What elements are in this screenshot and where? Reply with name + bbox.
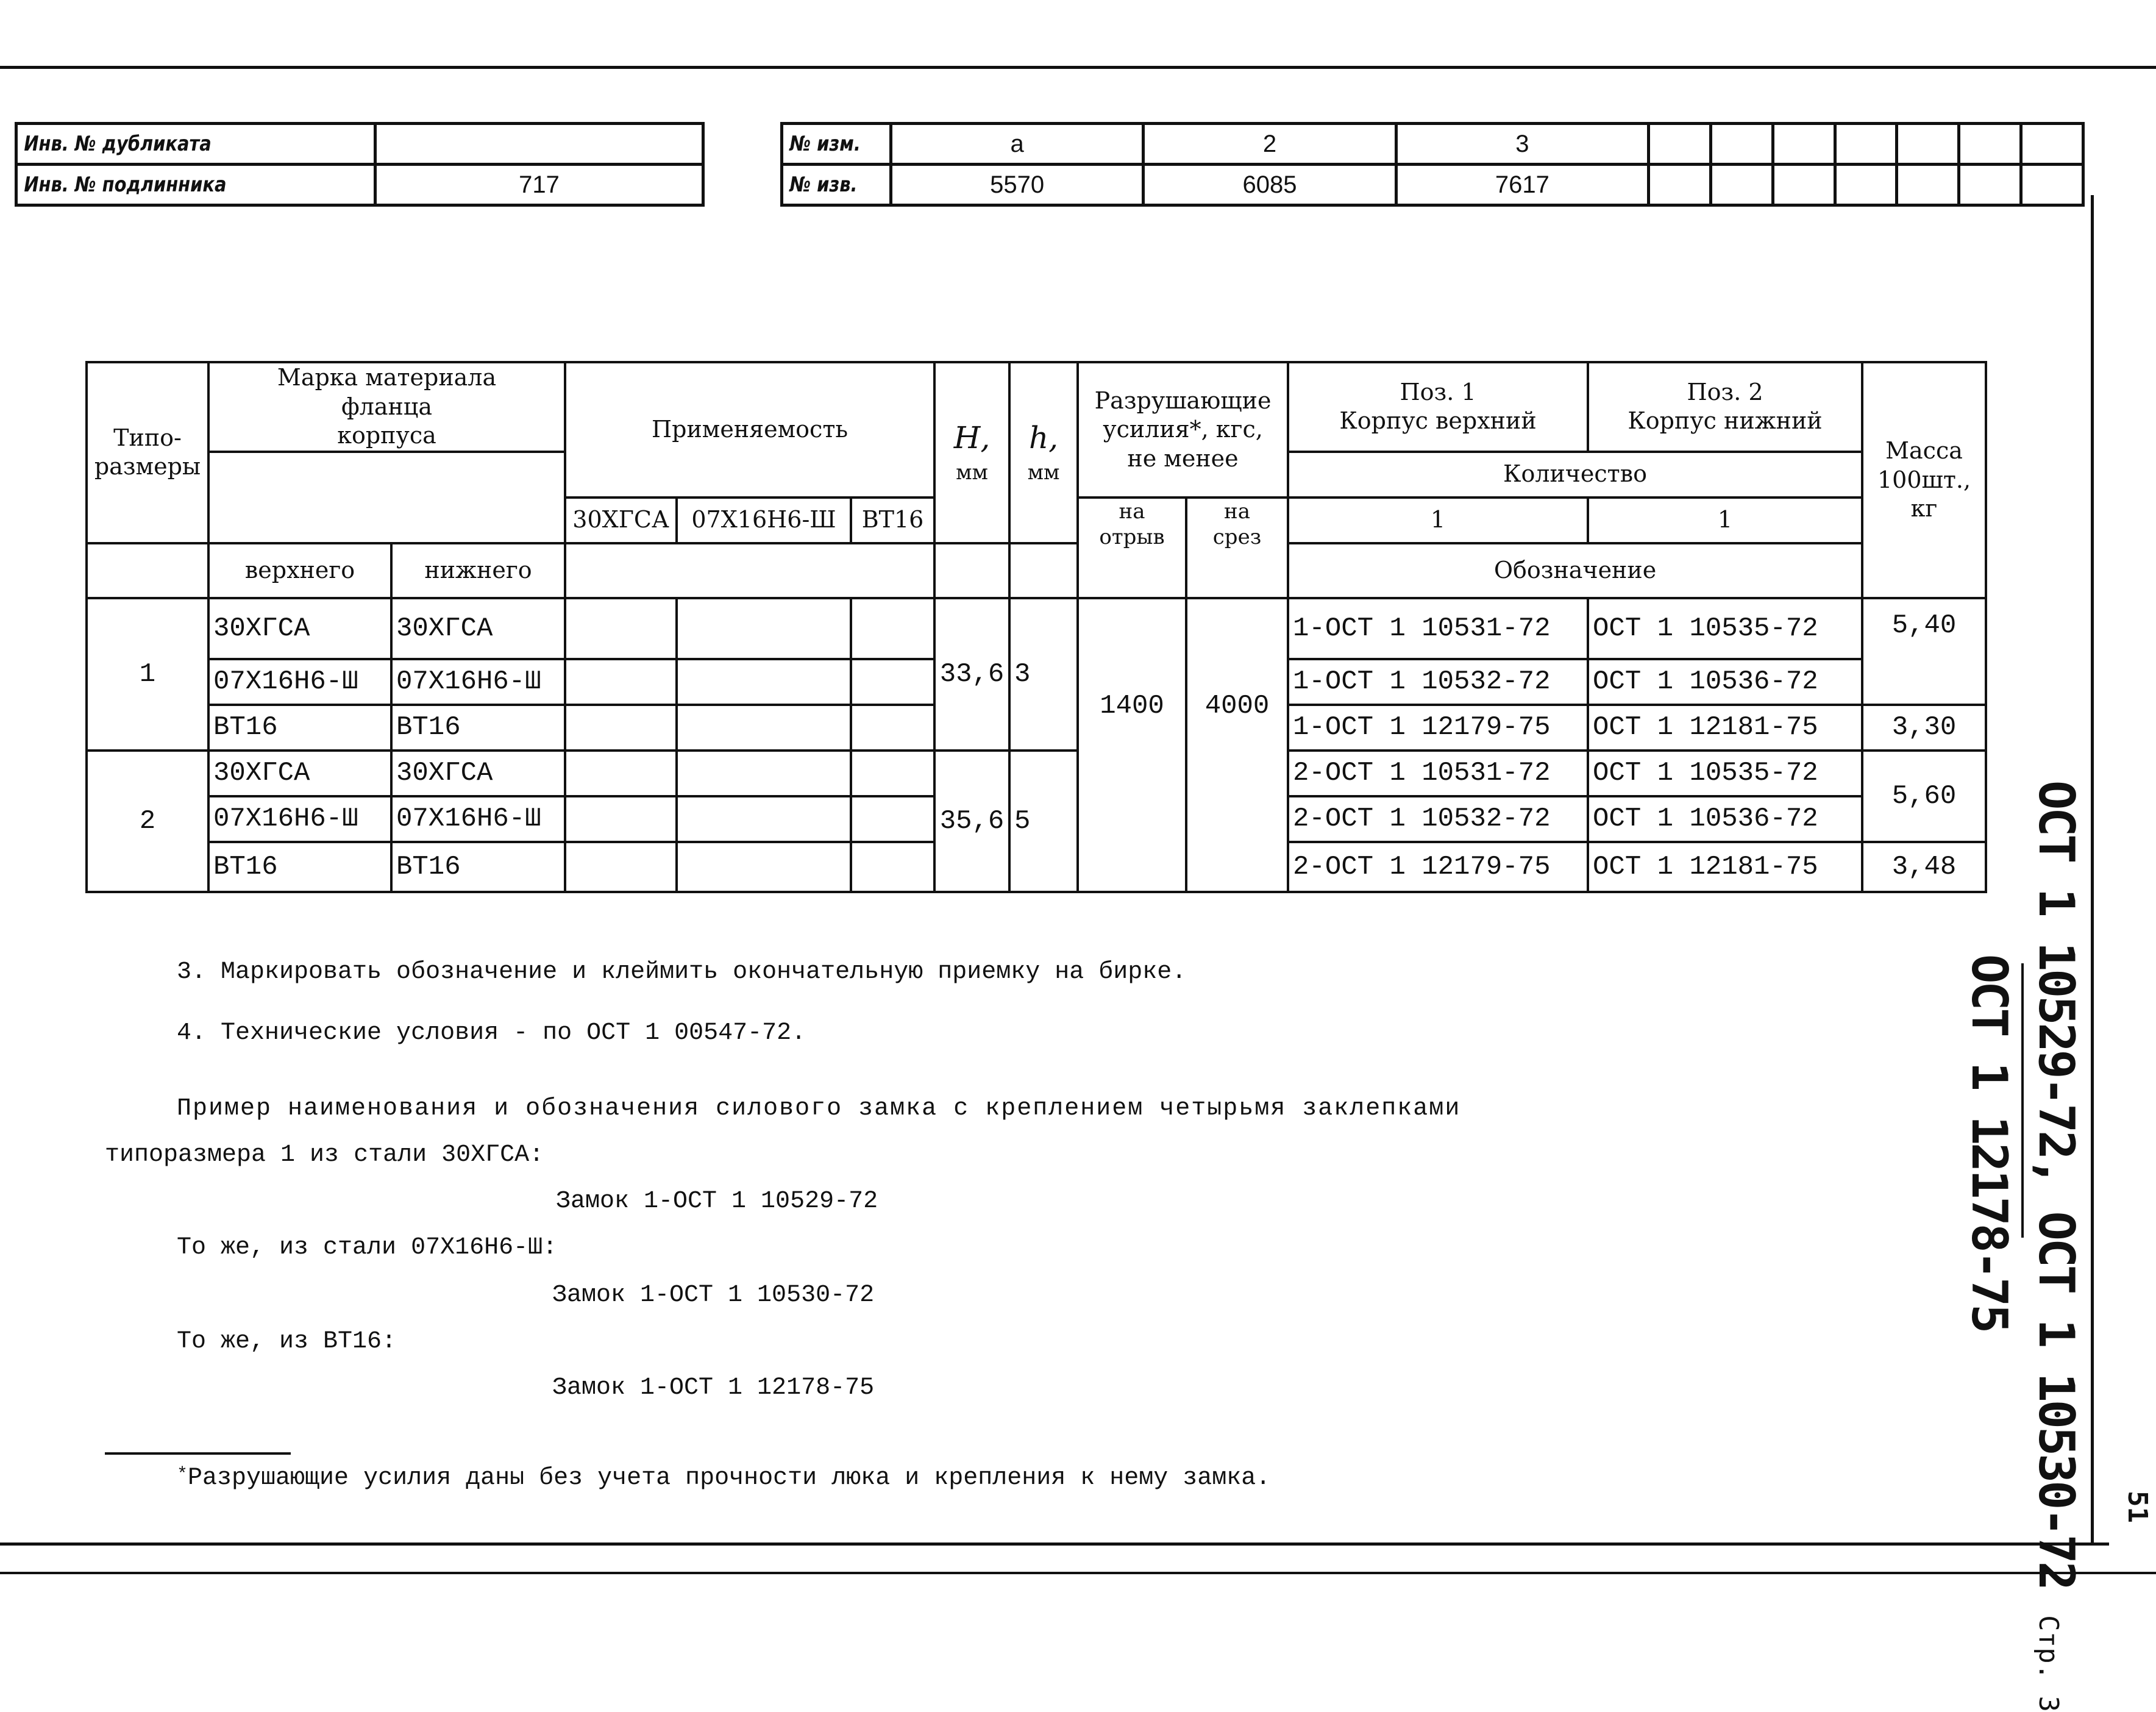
applicability-cell <box>677 598 851 659</box>
app-col-vt16: ВТ16 <box>851 498 934 543</box>
lower-material-cell: ВТ16 <box>391 842 565 892</box>
applicability-cell <box>851 751 934 796</box>
H-value-cell: 33,6 <box>934 598 1009 751</box>
notice-cell: 6085 <box>1144 165 1396 205</box>
mass-cell: 5,40 <box>1862 598 1986 705</box>
app-col-07h16n6: 07Х16Н6-Ш <box>677 498 851 543</box>
notice-cell <box>1649 165 1711 205</box>
pos2-header: Поз. 2 Корпус нижний <box>1588 362 1862 452</box>
upper-material-cell: 30ХГСА <box>208 751 391 796</box>
change-cell: а <box>891 124 1144 165</box>
change-number-label: № изм. <box>782 124 875 165</box>
notice-cell <box>1959 165 2021 205</box>
pos1-designation-cell: 1-ОСТ 1 12179-75 <box>1288 705 1588 751</box>
change-cell <box>1710 124 1773 165</box>
H-value-cell: 35,6 <box>934 751 1009 892</box>
applicability-cell <box>565 796 677 842</box>
pos2-designation-cell: ОСТ 1 10536-72 <box>1588 796 1862 842</box>
right-border-line <box>2091 195 2094 1544</box>
applicability-cell <box>565 842 677 892</box>
applicability-cell <box>851 659 934 705</box>
h-value-cell: 3 <box>1009 598 1078 751</box>
applicability-cell <box>851 842 934 892</box>
applicability-cell <box>565 751 677 796</box>
pos2-designation-cell: ОСТ 1 10536-72 <box>1588 659 1862 705</box>
typesize-header: Типо- размеры <box>87 362 208 543</box>
note-3: 3. Маркировать обозначение и клеймить окончательную приемку на бирке. <box>177 958 1187 986</box>
duplicate-inv-label: Инв. № дубликата <box>16 124 322 165</box>
example-designation-2: Замок 1-ОСТ 1 10530-72 <box>552 1282 875 1309</box>
applicability-cell <box>565 659 677 705</box>
notice-cell: 5570 <box>891 165 1144 205</box>
tear-value-cell: 1400 <box>1078 598 1186 892</box>
example-designation-1: Замок 1-ОСТ 1 10529-72 <box>556 1188 878 1215</box>
original-inv-label: Инв. № подлинника <box>16 165 322 205</box>
change-cell: 3 <box>1396 124 1648 165</box>
change-cell <box>1835 124 1897 165</box>
force-header: Разрушающие усилия*, кгс, не менее <box>1078 362 1288 498</box>
h-symbol: h, <box>1028 420 1059 456</box>
notice-cell <box>2021 165 2083 205</box>
notice-cell <box>1835 165 1897 205</box>
original-inv-value: 717 <box>375 165 703 205</box>
table-row <box>87 598 1986 659</box>
footnote-text: Разрушающие усилия даны без учета прочности люка и крепления к нему замка. <box>188 1464 1271 1492</box>
pos2-designation-cell: ОСТ 1 12181-75 <box>1588 705 1862 751</box>
side-title-2-text: ОСТ 1 12178-75 <box>1961 954 2018 1332</box>
H-header-cont <box>934 543 1009 598</box>
pos1-designation-cell: 2-ОСТ 1 12179-75 <box>1288 842 1588 892</box>
qty2-value: 1 <box>1588 498 1862 543</box>
mass-cell: 5,60 <box>1862 751 1986 842</box>
change-cell: 2 <box>1144 124 1396 165</box>
upper-material-cell: ВТ16 <box>208 842 391 892</box>
change-cell <box>1649 124 1711 165</box>
H-symbol: H, <box>953 420 991 456</box>
designation-header: Обозначение <box>1288 543 1862 598</box>
change-cell <box>1773 124 1835 165</box>
H-unit: мм <box>956 460 988 485</box>
typesize-header-cont <box>87 543 208 598</box>
qty1-value: 1 <box>1288 498 1588 543</box>
upper-material-cell: ВТ16 <box>208 705 391 751</box>
applicability-header: Применяемость <box>565 362 934 498</box>
app-header-cont <box>565 543 934 598</box>
change-cell <box>1897 124 1959 165</box>
changes-stamp <box>780 122 2085 207</box>
applicability-cell <box>677 842 851 892</box>
footnote <box>177 1464 1270 1492</box>
applicability-cell <box>851 796 934 842</box>
pos2-designation-cell: ОСТ 1 10535-72 <box>1588 751 1862 796</box>
table-row <box>87 751 1986 796</box>
applicability-cell <box>851 705 934 751</box>
applicability-cell <box>677 659 851 705</box>
applicability-cell <box>677 796 851 842</box>
same-steel-2: То же, из стали 07Х16Н6-Ш: <box>177 1234 558 1261</box>
top-border-line <box>0 66 2156 69</box>
notice-cell <box>1773 165 1835 205</box>
example-intro: Пример наименования и обозначения силового замка с креплением четырьмя заклепками <box>177 1095 1461 1122</box>
change-cell <box>1959 124 2021 165</box>
pos2-designation-cell: ОСТ 1 12181-75 <box>1588 842 1862 892</box>
upper-material-cell: 07Х16Н6-Ш <box>208 796 391 842</box>
typesize-cell: 1 <box>87 598 208 751</box>
lower-header: нижнего <box>391 543 565 598</box>
h-header <box>1009 362 1078 543</box>
shear-header: на срез <box>1186 498 1288 598</box>
pos1-designation-cell: 1-ОСТ 1 10532-72 <box>1288 659 1588 705</box>
notice-number-label: № изв. <box>782 165 875 205</box>
applicability-cell <box>565 598 677 659</box>
applicability-cell <box>851 598 934 659</box>
app-col-30hgsa: 30ХГСА <box>565 498 677 543</box>
asterisk-mark: * <box>177 1464 188 1485</box>
lock-specification-table <box>85 361 1987 893</box>
duplicate-inv-value <box>375 124 703 165</box>
notice-cell <box>1710 165 1773 205</box>
change-cell <box>2021 124 2083 165</box>
bottom-border-line <box>0 1543 2109 1546</box>
inventory-stamp <box>15 122 705 207</box>
bottom-outer-line <box>0 1572 2156 1574</box>
notice-cell <box>1897 165 1959 205</box>
applicability-cell <box>565 705 677 751</box>
page-number: 51 <box>2122 1491 2153 1523</box>
lower-material-cell: 07Х16Н6-Ш <box>391 659 565 705</box>
lower-material-cell: 07Х16Н6-Ш <box>391 796 565 842</box>
H-header <box>934 362 1009 543</box>
upper-lower-spacer <box>208 452 565 543</box>
mass-header: Масса 100шт., кг <box>1862 362 1986 598</box>
lower-material-cell: 30ХГСА <box>391 751 565 796</box>
side-page-label: Стр. 3 <box>2033 1615 2064 1712</box>
material-header: Марка материала фланца корпуса <box>208 362 565 452</box>
note-4: 4. Технические условия - по ОСТ 1 00547-72. <box>177 1019 806 1047</box>
lower-material-cell: ВТ16 <box>391 705 565 751</box>
shear-value-cell: 4000 <box>1186 598 1288 892</box>
example-designation-3: Замок 1-ОСТ 1 12178-75 <box>552 1374 875 1402</box>
h-unit: мм <box>1027 460 1060 485</box>
pos1-header: Поз. 1 Корпус верхний <box>1288 362 1588 452</box>
side-title-primary <box>2028 780 2085 1712</box>
upper-material-cell: 07Х16Н6-Ш <box>208 659 391 705</box>
applicability-cell <box>677 705 851 751</box>
side-title-text: ОСТ 1 10529-72, ОСТ 1 10530-72 <box>2028 780 2085 1588</box>
quantity-header: Количество <box>1288 452 1862 498</box>
side-title-secondary <box>1961 954 2018 1331</box>
side-title-underline <box>2021 963 2024 1238</box>
applicability-cell <box>677 751 851 796</box>
pos1-designation-cell: 1-ОСТ 1 10531-72 <box>1288 598 1588 659</box>
same-steel-3: То же, из ВТ16: <box>177 1328 397 1355</box>
tear-header: на отрыв <box>1078 498 1186 598</box>
mass-cell: 3,48 <box>1862 842 1986 892</box>
pos1-designation-cell: 2-ОСТ 1 10531-72 <box>1288 751 1588 796</box>
lower-material-cell: 30ХГСА <box>391 598 565 659</box>
pos2-designation-cell: ОСТ 1 10535-72 <box>1588 598 1862 659</box>
typesize-cell: 2 <box>87 751 208 892</box>
h-header-cont <box>1009 543 1078 598</box>
pos1-designation-cell: 2-ОСТ 1 10532-72 <box>1288 796 1588 842</box>
mass-cell: 3,30 <box>1862 705 1986 751</box>
notice-cell: 7617 <box>1396 165 1648 205</box>
footnote-rule <box>105 1452 291 1455</box>
upper-header: верхнего <box>208 543 391 598</box>
h-value-cell: 5 <box>1009 751 1078 892</box>
upper-material-cell: 30ХГСА <box>208 598 391 659</box>
example-intro-cont: типоразмера 1 из стали 30ХГСА: <box>105 1141 544 1169</box>
